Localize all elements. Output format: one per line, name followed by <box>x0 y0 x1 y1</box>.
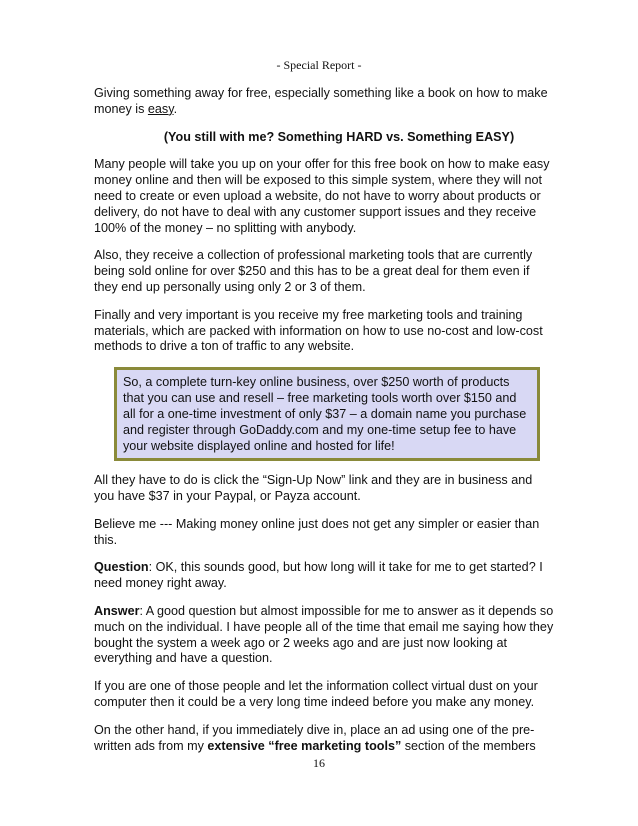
dive-in-text: On the other hand, if you immediately dive in, place an ad using one of the pre-written ads from my <box>94 722 535 753</box>
page-number: 16 <box>313 756 325 770</box>
question-label: Question <box>94 560 149 575</box>
question-text: : OK, this sounds good, but how long will it take for me to get started? I need money right away. <box>94 560 543 591</box>
paragraph-dive-in <box>94 723 554 755</box>
answer-paragraph <box>94 604 554 667</box>
paragraph-dust: If you are one of those people and let the information collect virtual dust on your computer then it could be a very long time indeed before you make any money. <box>94 679 538 709</box>
paragraph-believe: Believe me --- Making money online just does not get any simpler or easier than this. <box>94 516 540 547</box>
answer-text: : A good question but almost impossible for me to answer as it depends so much on the individual. I have people all of the time that email me saying how they bought the system a week ago or 2 weeks ago and are just now looking at everything and have a question. <box>94 603 554 666</box>
callout-box: So, a complete turn-key online business, over $250 worth of products that you can use and resell – free marketing tools worth over $150 and all for a one-time investment of only $37 – a domain name you purchase and register through GoDaddy.com and my one-time setup fee to have your website displayed online and hosted for life! <box>114 367 540 461</box>
paragraph-signup: All they have to do is click the “Sign-Up Now” link and they are in business and you have $37 in your Paypal, or Payza account. <box>94 473 533 503</box>
answer-label: Answer <box>94 603 140 618</box>
dive-in-bold: extensive “free marketing tools” <box>207 738 402 753</box>
paragraph-offer: Many people will take you up on your offer for this free book on how to make easy money online and then will be exposed to this simple system, where they will not need to create or even upload a website, do not have to worry about products or delivery, do not have to deal with any customer support issues and they receive 100% of the money – no splitting with anybody. <box>94 157 550 235</box>
intro-text: Giving something away for free, especially something like a book on how to make money is <box>94 86 548 116</box>
running-header: - Special Report - <box>276 58 362 72</box>
report-body <box>94 86 554 766</box>
dive-in-tail: section of the members <box>401 738 536 753</box>
intro-paragraph <box>94 86 554 118</box>
intro-period: . <box>173 101 178 116</box>
subheading: (You still with me? Something HARD vs. Something EASY) <box>163 129 515 144</box>
paragraph-tools: Also, they receive a collection of professional marketing tools that are currently being sold online for over $250 and this has to be a great deal for them even if they end up personally using only 2 or 3 of them. <box>94 248 533 294</box>
question-paragraph <box>94 560 554 592</box>
easy-underlined: easy <box>147 101 174 116</box>
paragraph-training: Finally and very important is you receive my free marketing tools and training materials, which are packed with information on how to use no-cost and low-cost methods to drive a ton of traffic to any website. <box>94 307 543 354</box>
